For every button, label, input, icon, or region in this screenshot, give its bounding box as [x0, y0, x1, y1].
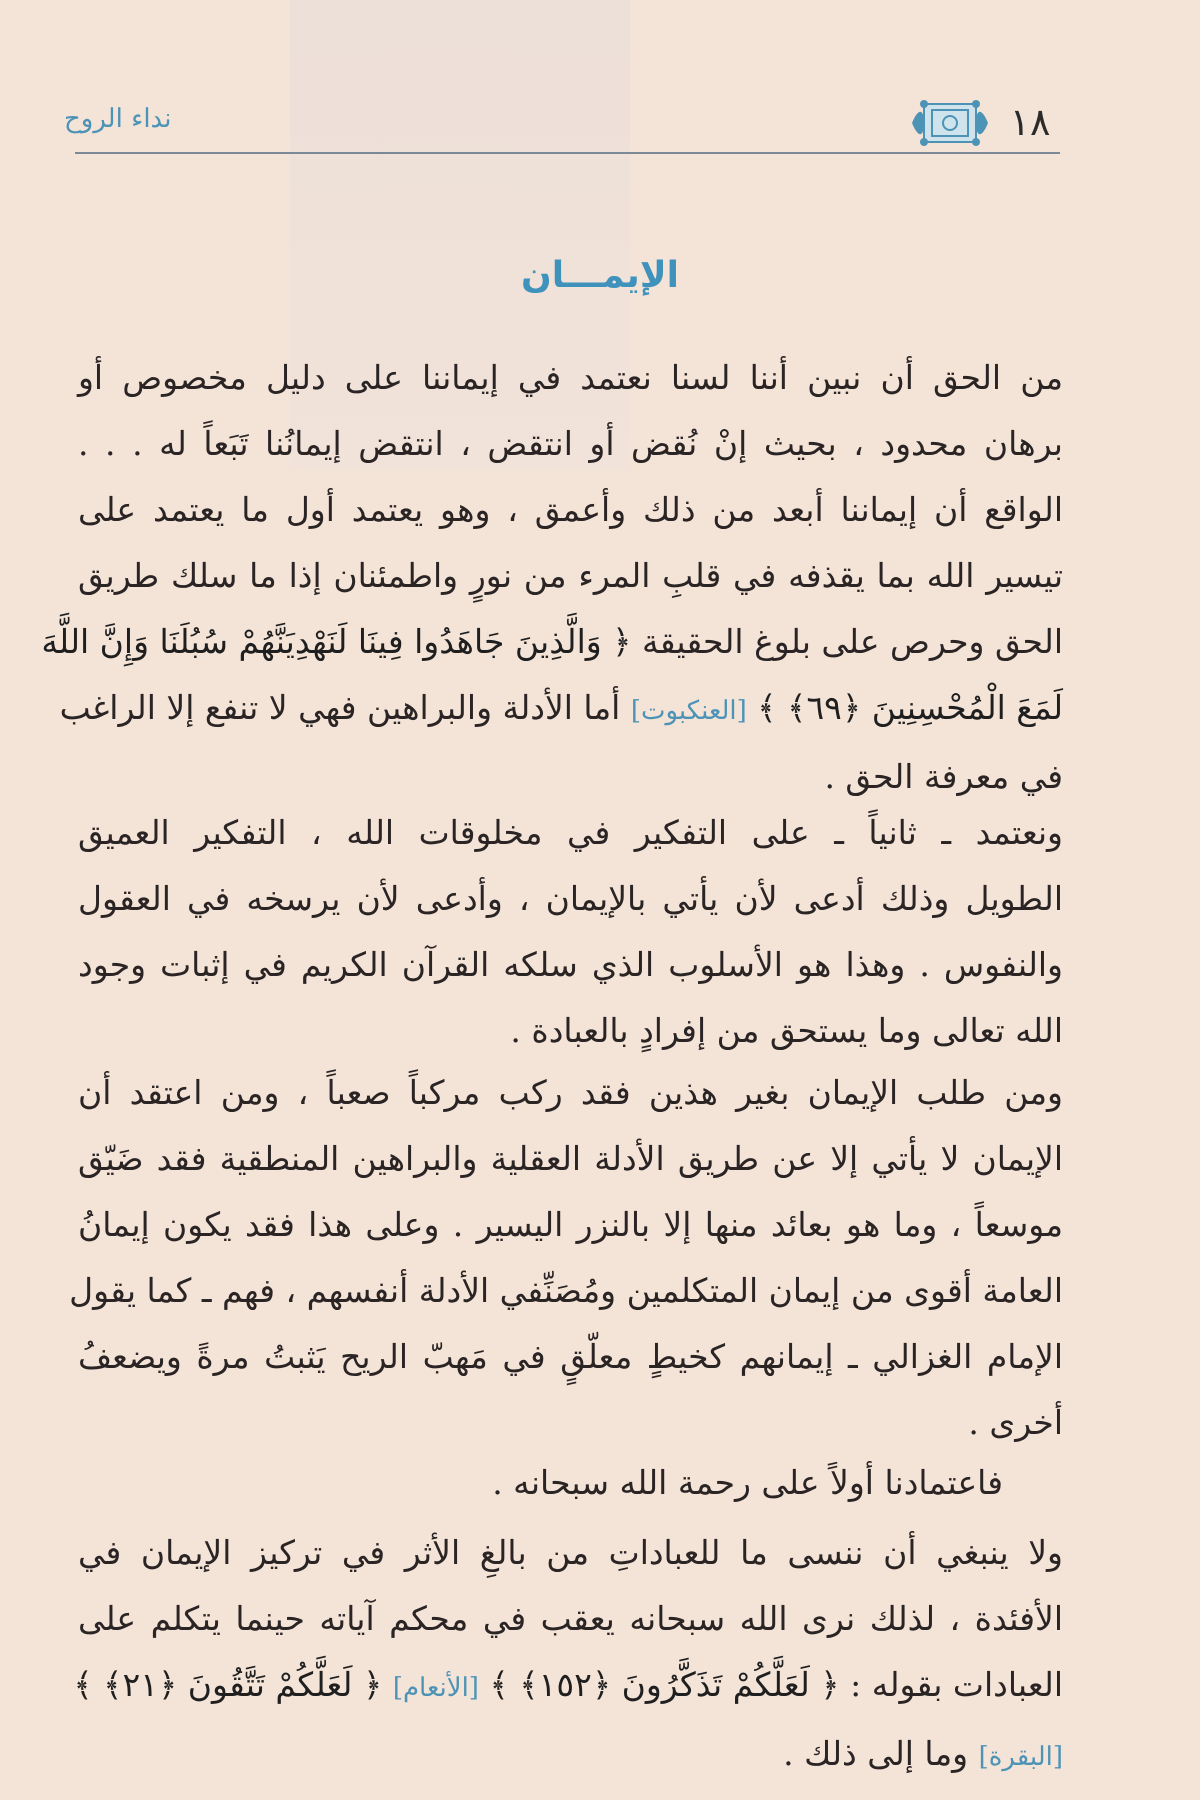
running-header-title: نداء الروح: [64, 104, 172, 134]
paragraph-line-with-quote: [73, 1652, 1063, 1721]
paragraph-line: العامة أقوى من إيمان المتكلمين ومُصَنِّفي الأدلة أنفسهم ، فهم ـ كما يقول: [69, 1271, 1063, 1310]
paragraph-line: فاعتمادنا أولاً على رحمة الله سبحانه .: [492, 1463, 1003, 1502]
line-text: العبادات بقوله :: [850, 1665, 1063, 1704]
line-text: أما الأدلة والبراهين فهي لا تنفع إلا الراغب: [59, 688, 621, 727]
paragraph-line: ولا ينبغي أن ننسى ما للعباداتِ من بالغِ الأثر في تركيز الإيمان في: [78, 1533, 1063, 1572]
section-title: الإيمـــان: [521, 255, 679, 296]
line-text: وما إلى ذلك .: [783, 1734, 969, 1773]
paragraph-line: من الحق أن نبين أننا لسنا نعتمد في إيماننا على دليل مخصوص أو: [78, 358, 1063, 397]
paragraph-3: [69, 1060, 1063, 1456]
surah-reference: [البقرة]: [978, 1742, 1063, 1772]
surah-reference: [العنكبوت]: [630, 696, 747, 726]
paragraph-line: برهان محدود ، بحيث إنْ نُقض أو انتقض ، انتقض إيمانُنا تَبَعاً له . . .: [78, 424, 1063, 463]
paragraph-4: [78, 1450, 1063, 1516]
paragraph-line: موسعاً ، وما هو بعائد منها إلا بالنزر اليسير . وعلى هذا فقد يكون إيمانُ: [78, 1205, 1063, 1244]
paragraph-line: ونعتمد ـ ثانياً ـ على التفكير في مخلوقات الله ، التفكير العميق: [78, 813, 1063, 852]
header-rule: [75, 152, 1060, 154]
paragraph-line: الإيمان لا يأتي إلا عن طريق الأدلة العقلية والبراهين المنطقية فقد ضَيّق: [78, 1139, 1063, 1178]
quran-quote: ﴿ لَعَلَّكُمْ تَذَكَّرُونَ ﴿١٥٢﴾ ﴾: [489, 1665, 840, 1704]
paragraph-line: الواقع أن إيماننا أبعد من ذلك وأعمق ، وهو يعتمد أول ما يعتمد على: [78, 490, 1063, 529]
paragraph-line: ومن طلب الإيمان بغير هذين فقد ركب مركباً صعباً ، ومن اعتقد أن: [78, 1073, 1063, 1112]
ornament-icon: [910, 96, 990, 154]
paragraph-5: [73, 1520, 1063, 1790]
paragraph-line-with-quote: [59, 675, 1063, 744]
page-number: ١٨: [1009, 100, 1051, 144]
paragraph-line: في معرفة الحق .: [824, 757, 1063, 796]
paragraph-line: الله تعالى وما يستحق من إفرادٍ بالعبادة .: [510, 1011, 1063, 1050]
quran-quote: ﴿ وَالَّذِينَ جَاهَدُوا فِينَا لَنَهْدِيَنَّهُمْ سُبُلَنَا وَإِنَّ اللَّهَ: [41, 622, 632, 661]
quran-quote-end: لَمَعَ الْمُحْسِنِينَ ﴿٦٩﴾ ﴾: [757, 688, 1063, 727]
paragraph-line: الطويل وذلك أدعى لأن يأتي بالإيمان ، وأدعى لأن يرسخه في العقول: [78, 879, 1063, 918]
surah-reference: [الأنعام]: [392, 1673, 479, 1703]
quran-quote: ﴿ لَعَلَّكُمْ تَتَّقُونَ ﴿٢١﴾ ﴾: [73, 1665, 383, 1704]
paragraph-line: الإمام الغزالي ـ إيمانهم كخيطٍ معلّقٍ في مَهبّ الريح يَثبتُ مرةً ويضعفُ: [78, 1337, 1063, 1376]
paragraph-line: تيسير الله بما يقذفه في قلبِ المرء من نورٍ واطمئنان إذا ما سلك طريق: [78, 556, 1063, 595]
line-text: الحق وحرص على بلوغ الحقيقة: [642, 622, 1063, 661]
paragraph-line: والنفوس . وهذا هو الأسلوب الذي سلكه القرآن الكريم في إثبات وجود: [78, 945, 1063, 984]
paragraph-line: الأفئدة ، لذلك نرى الله سبحانه يعقب في محكم آياته حينما يتكلم على: [78, 1599, 1063, 1638]
paragraph-2: [78, 800, 1063, 1064]
paragraph-line-with-quote: [41, 609, 1063, 675]
paragraph-line: أخرى .: [968, 1403, 1063, 1442]
paragraph-1: [41, 345, 1063, 810]
paragraph-line-with-quote: [78, 1721, 1063, 1790]
